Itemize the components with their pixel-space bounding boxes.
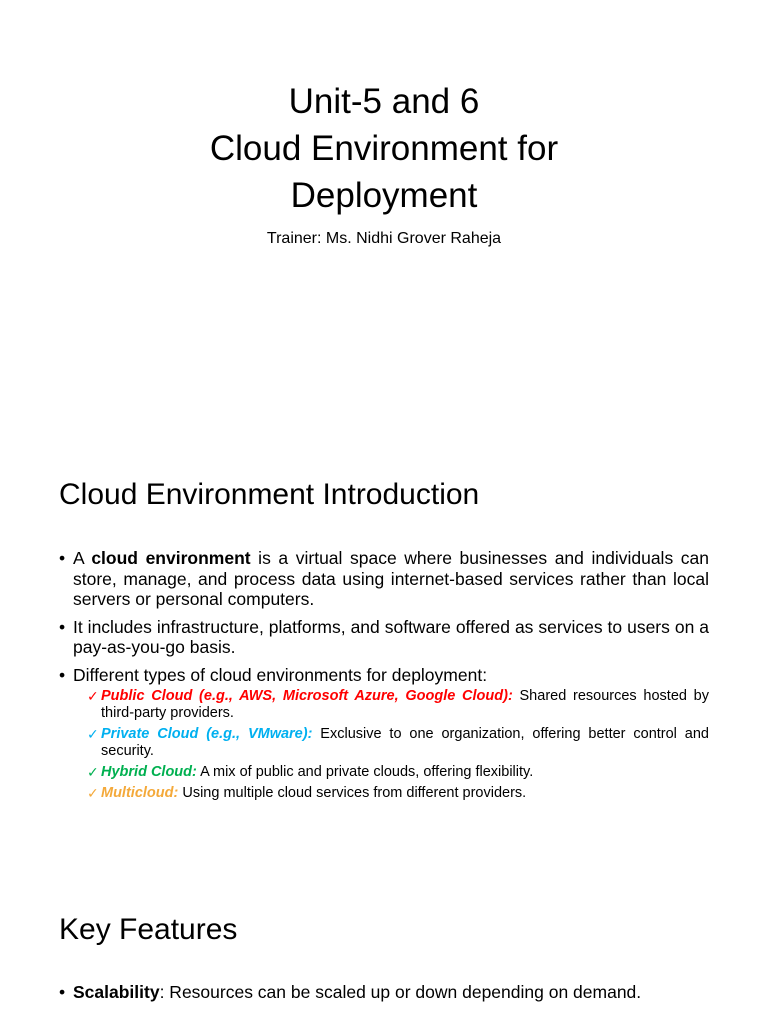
features-heading: Key Features — [59, 913, 238, 946]
cloud-type-term: Private Cloud (e.g., VMware): — [101, 726, 313, 742]
checkmark-icon: ✓ — [87, 785, 99, 801]
trainer-subtitle: Trainer: Ms. Nidhi Grover Raheja — [266, 230, 502, 247]
bullet-item — [59, 665, 709, 803]
checkmark-icon: ✓ — [87, 688, 99, 704]
bullet-bold-term: Scalability — [73, 982, 160, 1002]
bullet-bold-term: cloud environment — [91, 548, 251, 568]
bullet-item — [59, 982, 709, 1003]
cloud-type-term: Public Cloud (e.g., AWS, Microsoft Azure, Google Cloud): — [101, 688, 513, 704]
features-bullet-list — [59, 982, 709, 1010]
bullet-item — [59, 548, 709, 610]
title-line-3: Deployment — [290, 176, 478, 215]
cloud-type-desc: Exclusive to one organization, offering better control and security. — [101, 726, 709, 759]
checkmark-icon: ✓ — [87, 764, 99, 780]
list-item — [87, 764, 709, 781]
checkmark-icon: ✓ — [87, 726, 99, 742]
intro-heading: Cloud Environment Introduction — [59, 478, 480, 511]
cloud-type-desc: Shared resources hosted by third-party providers. — [101, 688, 709, 721]
bullet-prefix: A — [73, 548, 92, 568]
bullet-text: is a virtual space where businesses and individuals can store, manage, and process data using internet-based services rather than local servers or personal computers. — [73, 548, 710, 609]
cloud-types-list — [73, 688, 709, 802]
title-block — [0, 78, 768, 219]
bullet-text: Different types of cloud environments for deployment: — [73, 664, 488, 685]
bullet-text: It includes infrastructure, platforms, and software offered as services to users on a pay-as-you-go basis. — [73, 616, 709, 657]
cloud-type-term: Hybrid Cloud: — [101, 764, 197, 780]
cloud-type-term: Multicloud: — [101, 785, 179, 801]
list-item — [87, 785, 709, 802]
intro-bullet-list — [59, 548, 709, 809]
bullet-item — [59, 617, 709, 658]
title-line-2: Cloud Environment for — [209, 129, 559, 168]
title-line-1: Unit-5 and 6 — [288, 82, 480, 121]
list-item — [87, 688, 709, 722]
cloud-type-desc: Using multiple cloud services from different providers. — [178, 785, 527, 801]
cloud-type-desc: A mix of public and private clouds, offering flexibility. — [196, 764, 534, 780]
list-item — [87, 726, 709, 760]
bullet-text: : Resources can be scaled up or down depending on demand. — [159, 982, 642, 1002]
